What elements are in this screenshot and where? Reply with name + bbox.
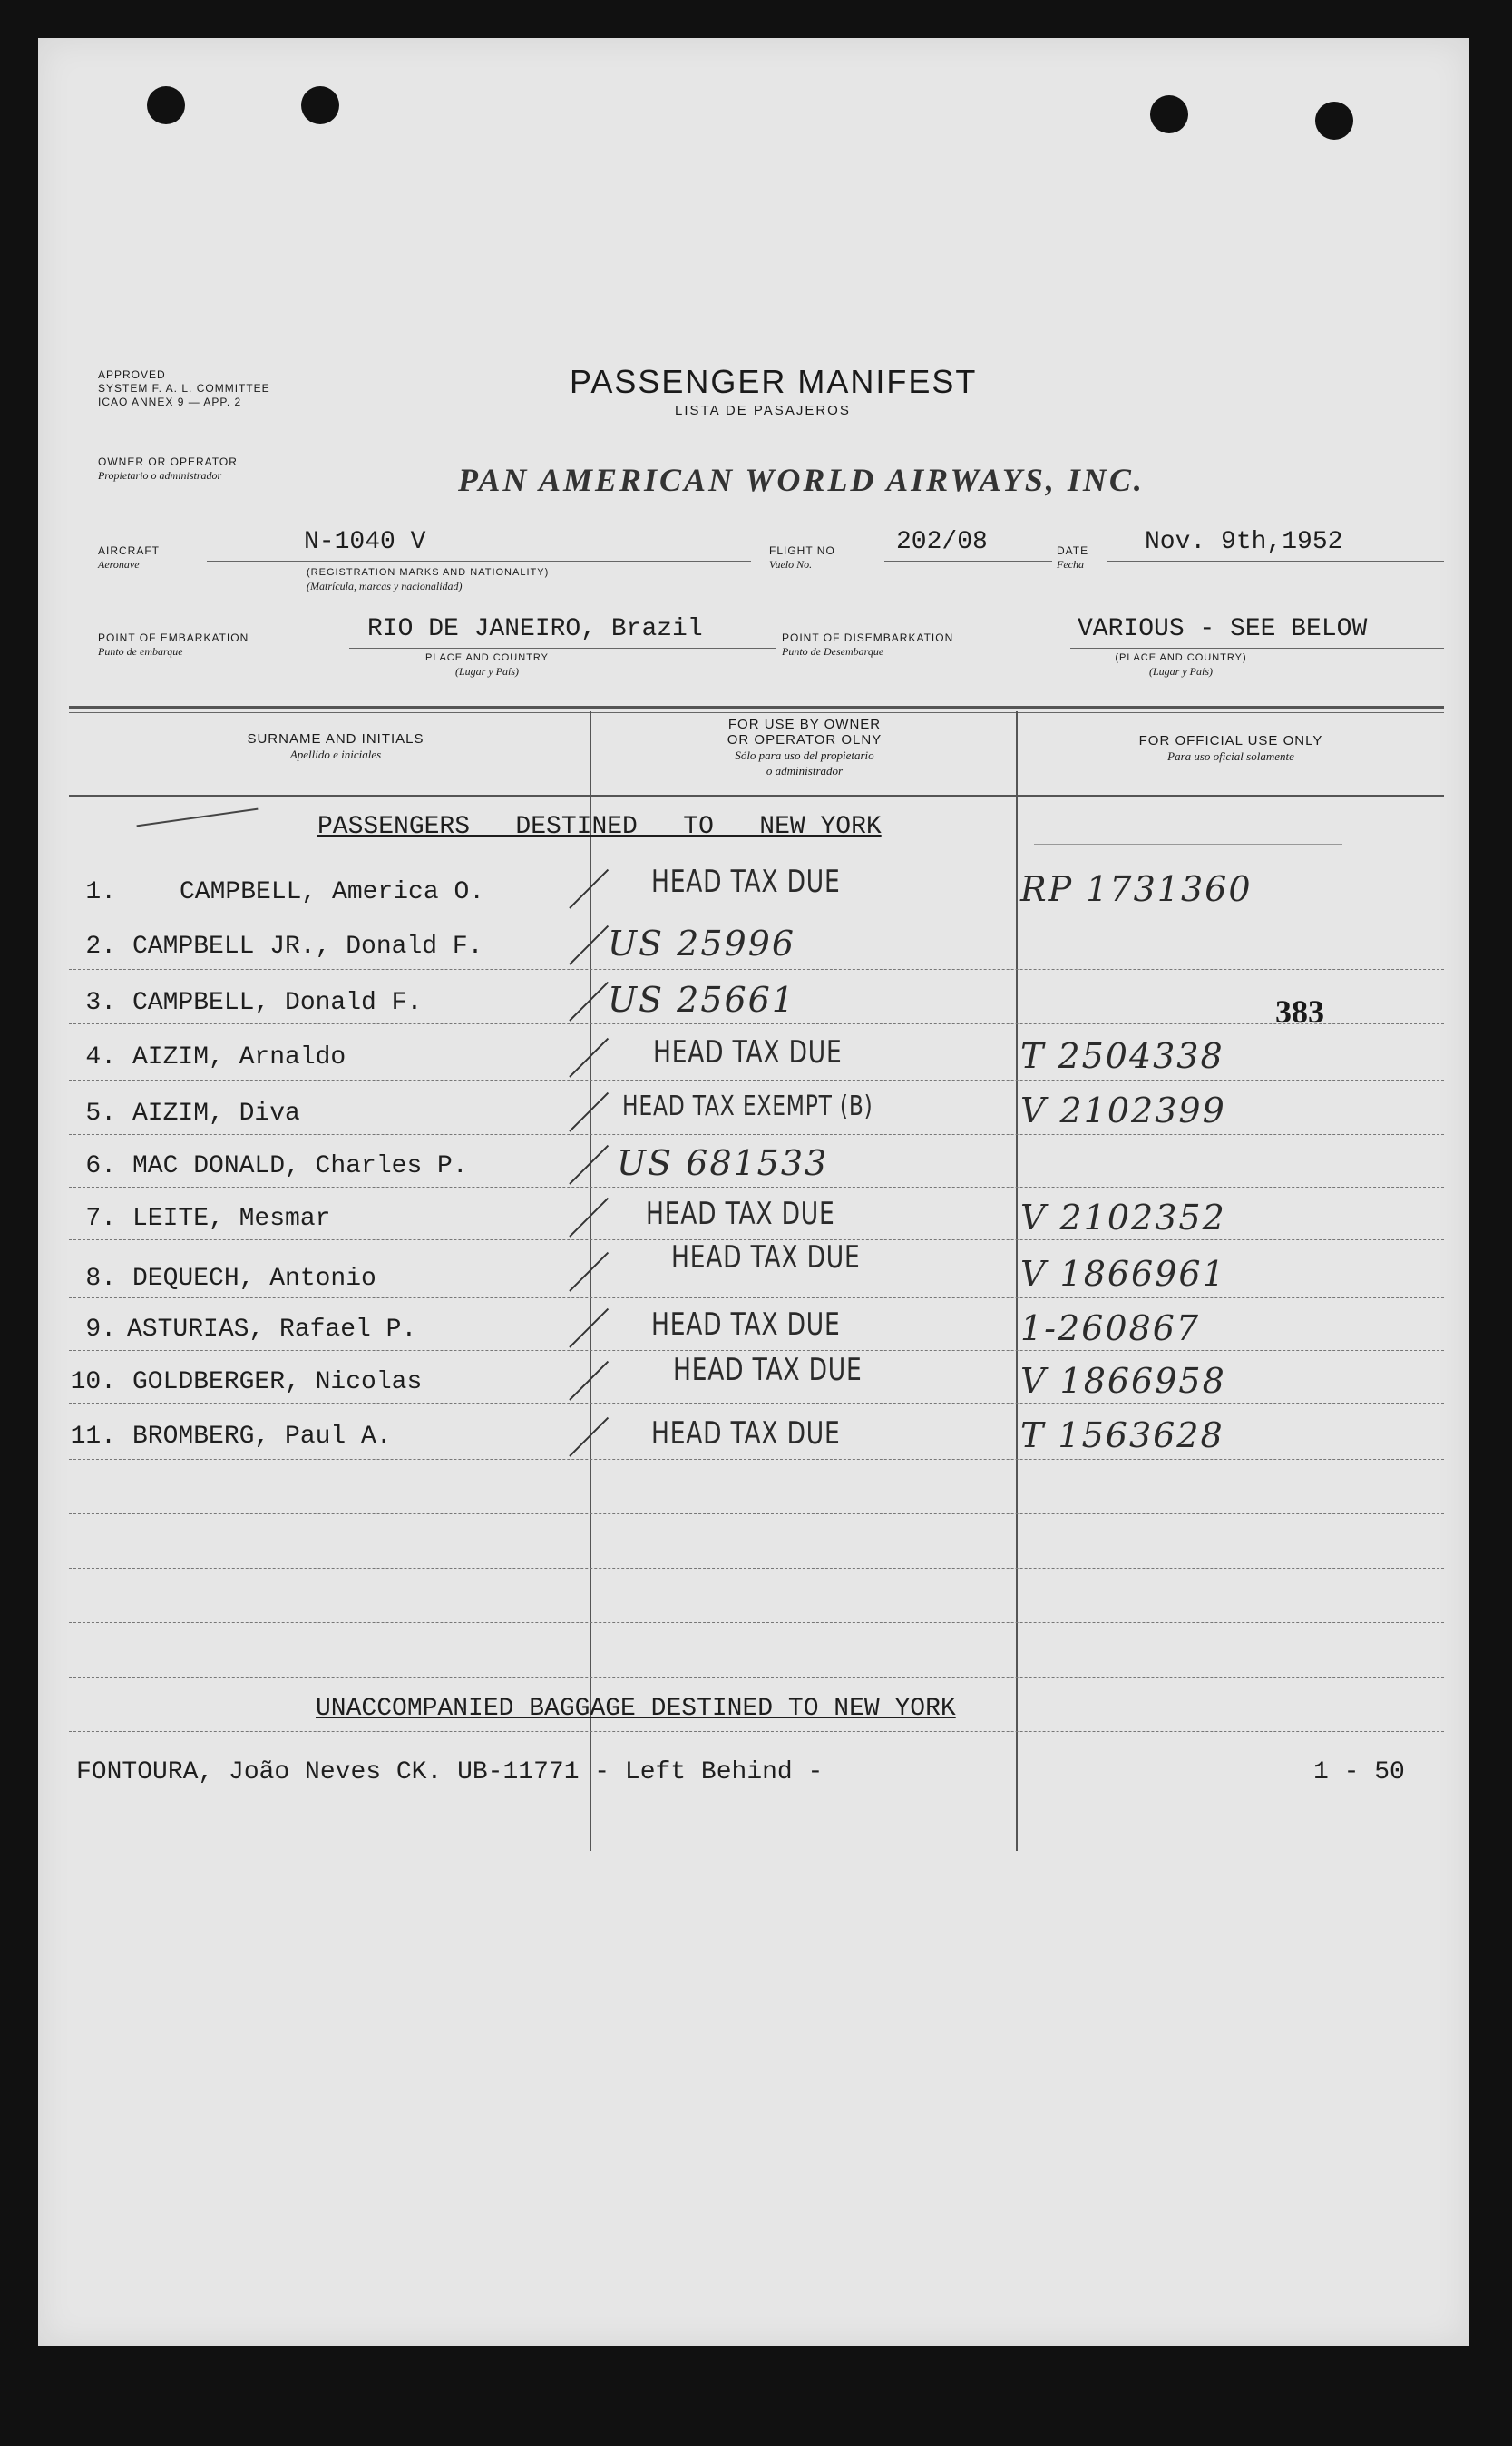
col-header-owner-use-text: OR OPERATOR OLNY [727, 732, 883, 748]
row-rule [69, 1677, 1444, 1678]
aircraft-caption-es: (Matrícula, marcas y nacionalidad) [307, 580, 463, 592]
punch-hole [1150, 95, 1188, 133]
passenger-number: 2. [85, 933, 116, 961]
disembarkation-underline [1070, 648, 1444, 649]
flight-value: 202/08 [896, 528, 988, 556]
owner-notation: HEAD TAX EXEMPT (B) [622, 1091, 873, 1122]
embarkation-label [98, 631, 249, 659]
embarkation-underline [349, 648, 776, 649]
flight-label-text: FLIGHT NO [769, 544, 835, 557]
owner-notation: HEAD TAX DUE [646, 1196, 835, 1232]
row-rule [69, 1080, 1444, 1081]
disembarkation-caption-es: (Lugar y País) [1149, 665, 1213, 678]
owner-notation: HEAD TAX DUE [671, 1239, 861, 1276]
disembarkation-caption-text: (PLACE AND COUNTRY) [1115, 652, 1247, 663]
passenger-name: MAC DONALD, Charles P. [132, 1152, 468, 1180]
column-separator [1016, 711, 1018, 1851]
disembarkation-label [782, 631, 953, 659]
passenger-name: AIZIM, Arnaldo [132, 1043, 346, 1071]
official-notation: T 1563628 [1020, 1415, 1224, 1455]
official-notation: V 2102399 [1020, 1091, 1226, 1130]
aircraft-label-text: AIRCRAFT [98, 544, 160, 557]
row-rule [69, 969, 1444, 970]
date-label-es: Fecha [1057, 558, 1084, 571]
flight-label-es: Vuelo No. [769, 558, 813, 571]
row-rule [69, 1350, 1444, 1351]
passenger-name: AIZIM, Diva [132, 1100, 300, 1128]
manifest-title: PASSENGER MANIFEST [570, 363, 978, 400]
flight-label [769, 544, 835, 572]
header-bottom-rule [69, 795, 1444, 797]
aircraft-label [98, 544, 160, 572]
owner-notation: US 681533 [617, 1143, 829, 1183]
owner-notation: US 25661 [608, 980, 796, 1020]
section-heading: PASSENGERS DESTINED TO NEW YORK [317, 813, 882, 841]
col-header-official-text: FOR OFFICIAL USE ONLY [1138, 733, 1323, 748]
approval-line: APPROVED [98, 368, 166, 381]
row-rule [69, 1459, 1444, 1460]
passenger-number: 8. [85, 1265, 116, 1293]
aircraft-caption [307, 566, 549, 594]
official-notation: V 1866961 [1020, 1254, 1226, 1294]
disembarkation-label-text: POINT OF DISEMBARKATION [782, 631, 954, 644]
disembarkation-value: VARIOUS - SEE BELOW [1078, 615, 1368, 643]
passenger-number: 11. [70, 1423, 116, 1451]
flight-underline [884, 561, 1052, 562]
embarkation-value: RIO DE JANEIRO, Brazil [367, 615, 703, 643]
row-rule [69, 1134, 1444, 1135]
owner-label-es: Propietario o administrador [98, 469, 222, 482]
owner-notation: HEAD TAX DUE [653, 1034, 843, 1071]
passenger-name: GOLDBERGER, Nicolas [132, 1368, 423, 1396]
aircraft-label-es: Aeronave [98, 558, 140, 571]
aircraft-caption-text: (REGISTRATION MARKS AND NATIONALITY) [307, 567, 550, 578]
baggage-entry: FONTOURA, João Neves CK. UB-11771 - Left Behind - [76, 1758, 824, 1786]
passenger-number: 5. [85, 1100, 116, 1128]
manifest-subtitle: LISTA DE PASAJEROS [675, 403, 851, 418]
punch-hole [147, 86, 185, 124]
row-rule [69, 1403, 1444, 1404]
punch-hole [301, 86, 339, 124]
aircraft-value: N-1040 V [304, 528, 426, 556]
owner-label [98, 455, 238, 483]
col-header-surname-text: SURNAME AND INITIALS [247, 731, 424, 747]
row-rule [69, 1187, 1444, 1188]
disembarkation-label-es: Punto de Desembarque [782, 645, 884, 658]
punch-hole [1315, 102, 1353, 140]
passenger-name: CAMPBELL JR., Donald F. [132, 933, 483, 961]
owner-notation: US 25996 [608, 924, 796, 964]
date-value: Nov. 9th,1952 [1145, 528, 1343, 556]
embarkation-caption-text: PLACE AND COUNTRY [425, 652, 549, 663]
approval-line: SYSTEM F. A. L. COMMITTEE [98, 382, 270, 395]
passenger-number: 3. [85, 989, 116, 1017]
table-top-rule [69, 706, 1444, 709]
official-notation: V 2102352 [1020, 1198, 1226, 1238]
embarkation-caption [419, 651, 555, 680]
passenger-number: 6. [85, 1152, 116, 1180]
passenger-number: 9. [85, 1316, 116, 1344]
passenger-number: 10. [70, 1368, 116, 1396]
row-rule [69, 1731, 1444, 1732]
official-notation: V 1866958 [1020, 1361, 1226, 1401]
owner-value: PAN AMERICAN WORLD AIRWAYS, INC. [458, 462, 1145, 498]
col-header-official [1018, 733, 1444, 764]
owner-notation: HEAD TAX DUE [651, 1415, 841, 1452]
embarkation-label-es: Punto de embarque [98, 645, 183, 658]
date-label-text: DATE [1057, 544, 1089, 557]
official-notation: RP 1731360 [1020, 869, 1253, 909]
date-underline [1107, 561, 1444, 562]
row-rule [69, 1513, 1444, 1514]
col-header-surname [163, 731, 508, 762]
passenger-number: 1. [85, 878, 116, 906]
baggage-heading: UNACCOMPANIED BAGGAGE DESTINED TO NEW YORK [316, 1695, 956, 1723]
passenger-name: DEQUECH, Antonio [132, 1265, 376, 1293]
passenger-name: CAMPBELL, Donald F. [132, 989, 423, 1017]
embarkation-caption-es: (Lugar y País) [455, 665, 519, 678]
disembarkation-caption [1081, 651, 1281, 680]
owner-notation: HEAD TAX DUE [651, 1306, 841, 1343]
passenger-name: BROMBERG, Paul A. [132, 1423, 392, 1451]
passenger-number: 4. [85, 1043, 116, 1071]
row-rule [69, 1297, 1444, 1298]
row-rule [69, 1023, 1444, 1024]
embarkation-label-text: POINT OF EMBARKATION [98, 631, 249, 644]
owner-notation: HEAD TAX DUE [651, 864, 841, 900]
row-rule [69, 1622, 1444, 1623]
date-label [1057, 544, 1088, 572]
approval-block [98, 368, 270, 409]
baggage-count: 1 - 50 [1313, 1758, 1405, 1786]
aircraft-underline [207, 561, 751, 562]
passenger-number: 7. [85, 1205, 116, 1233]
owner-label-text: OWNER OR OPERATOR [98, 455, 238, 468]
table-top-rule [69, 712, 1444, 713]
official-notation: T 2504338 [1020, 1036, 1224, 1076]
official-notation: 1-260867 [1020, 1308, 1201, 1348]
approval-line: ICAO ANNEX 9 — APP. 2 [98, 396, 242, 408]
official-heading-rule [1034, 844, 1342, 845]
passenger-name: LEITE, Mesmar [132, 1205, 331, 1233]
passenger-name: ASTURIAS, Rafael P. [127, 1316, 417, 1344]
col-header-owner-use-es: Sólo para uso del propietario [735, 748, 874, 762]
col-header-official-es: Para uso oficial solamente [1167, 749, 1294, 763]
col-header-owner-use-text: FOR USE BY OWNER [727, 717, 882, 732]
column-separator [590, 711, 591, 1851]
passenger-name: CAMPBELL, America O. [180, 878, 485, 906]
row-rule [69, 1568, 1444, 1569]
col-header-owner-use-es: o administrador [766, 764, 844, 778]
owner-notation: HEAD TAX DUE [673, 1352, 863, 1388]
col-header-owner-use [591, 717, 1018, 778]
page-number: 383 [1275, 993, 1324, 1030]
col-header-surname-es: Apellido e iniciales [289, 748, 382, 761]
